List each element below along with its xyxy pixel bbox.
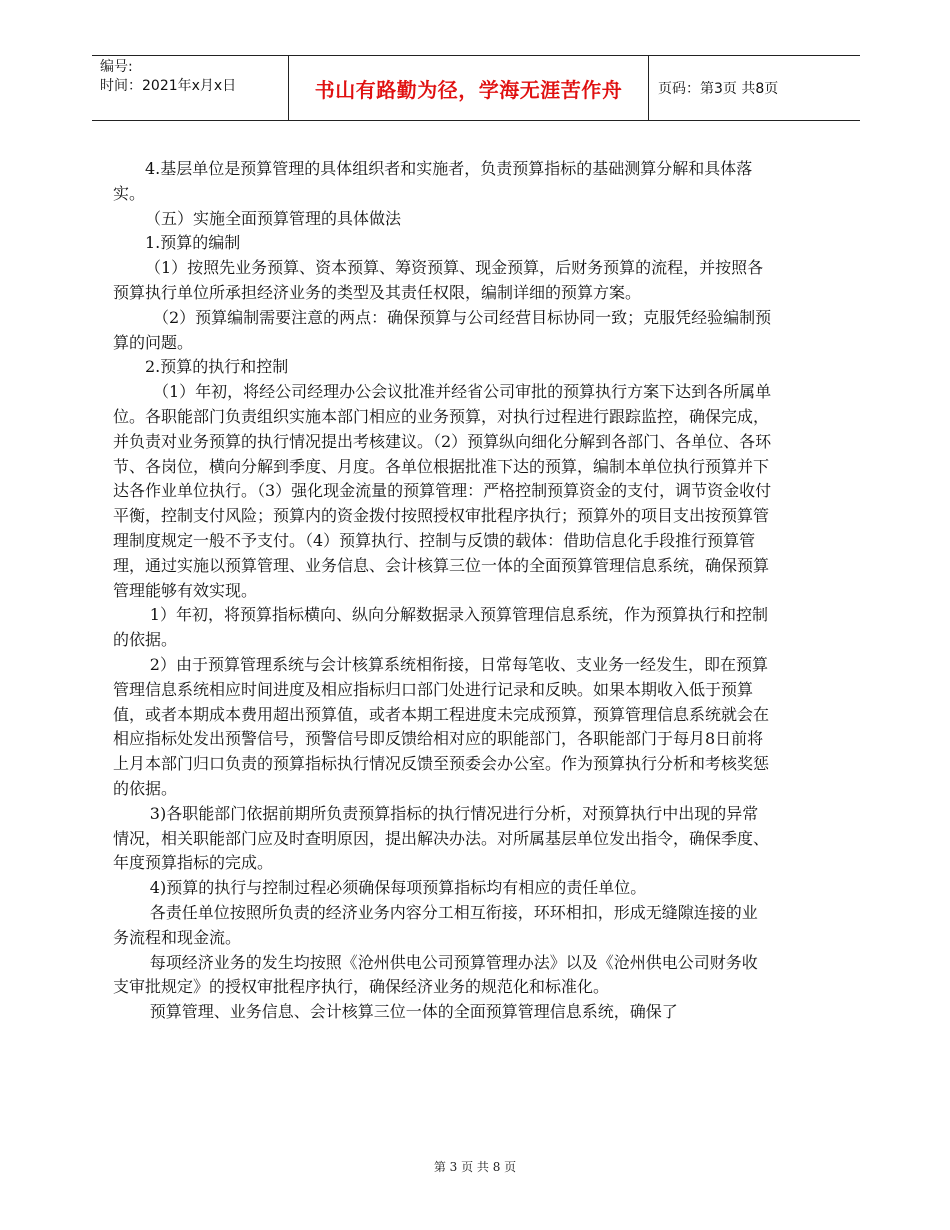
paragraph: 4.基层单位是预算管理的具体组织者和实施者，负责预算指标的基础测算分解和具体落实。 xyxy=(113,159,753,203)
header-divider xyxy=(648,56,649,120)
paragraph: 2）由于预算管理系统与会计核算系统相衔接，日常每笔收、支业务一经发生，即在预算管理信息系统相应时间进度及相应指标归口部门处进行记录和反映。如果本期收入低于预算值，或者本期成本费用超出预算值，或者本期工程进度未完成预算，预算管理信息系统就会在相应指标处发出预警信号，预警信号即反馈给相对应的职能部门，各职能部门于每月8日前将上月本部门归口负责的预算指标执行情况反馈至预委会办公室。作为预算执行分析和考核奖惩的依据。 xyxy=(113,654,770,798)
subsection-heading: 1.预算的编制 xyxy=(145,233,241,253)
header-page-number: 页码：第3页 共8页 xyxy=(658,81,779,97)
paragraph: 每项经济业务的发生均按照《沧州供电公司预算管理办法》以及《沧州供电公司财务收支审批规定》的授权审批程序执行，确保经济业务的规范化和标准化。 xyxy=(113,952,758,997)
document-number-label: 编号: xyxy=(100,59,133,75)
paragraph: （2）预算编制需要注意的两点：确保预算与公司经营目标协同一致；克服凭经验编制预算的问题。 xyxy=(113,307,772,352)
page-header xyxy=(92,55,860,121)
paragraph: 预算管理、业务信息、会计核算三位一体的全面预算管理信息系统，确保了 xyxy=(149,1002,678,1022)
paragraph: 4)预算的执行与控制过程必须确保每项预算指标均有相应的责任单位。 xyxy=(149,878,647,898)
paragraph: （1）年初，将经公司经理办公会议批准并经省公司审批的预算执行方案下达到各所属单位。各职能部门负责组织实施本部门相应的业务预算，对执行过程进行跟踪监控，确保完成，并负责对业务预算的执行情况提出考核建议。（2）预算纵向细化分解到各部门、各单位、各环节、各岗位，横向分解到季度、月度。各单位根据批准下达的预算，编制本单位执行预算并下达各作业单位执行。（3）强化现金流量的预算管理：严格控制预算资金的支付，调节资金收付平衡，控制支付风险；预算内的资金拨付按照授权审批程序执行；预算外的项目支出按预算管理制度规定一般不予支付。（4）预算执行、控制与反馈的载体：借助信息化手段推行预算管理，通过实施以预算管理、业务信息、会计核算三位一体的全面预算管理信息系统，确保预算管理能够有效实现。 xyxy=(113,382,772,600)
document-body xyxy=(113,157,773,1025)
header-motto: 书山有路勤为径，学海无涯苦作舟 xyxy=(314,77,623,102)
header-meta xyxy=(100,58,290,96)
document-time-label: 时间：2021年x月x日 xyxy=(100,78,237,94)
paragraph: 1）年初，将预算指标横向、纵向分解数据录入预算管理信息系统，作为预算执行和控制的依据。 xyxy=(113,605,768,650)
section-heading: （五）实施全面预算管理的具体做法 xyxy=(145,208,402,228)
paragraph: （1）按照先业务预算、资本预算、筹资预算、现金预算，后财务预算的流程，并按照各预算执行单位所承担经济业务的类型及其责任权限，编制详细的预算方案。 xyxy=(113,258,764,302)
paragraph: 3)各职能部门依据前期所负责预算指标的执行情况进行分析，对预算执行中出现的异常情况，相关职能部门应及时查明原因，提出解决办法。对所属基层单位发出指令，确保季度、年度预算指标的完成。 xyxy=(113,803,770,873)
page-footer: 第 3 页 共 8 页 xyxy=(433,1160,517,1174)
paragraph: 各责任单位按照所负责的经济业务内容分工相互衔接，环环相扣，形成无缝隙连接的业务流程和现金流。 xyxy=(113,902,758,947)
subsection-heading: 2.预算的执行和控制 xyxy=(145,357,289,377)
